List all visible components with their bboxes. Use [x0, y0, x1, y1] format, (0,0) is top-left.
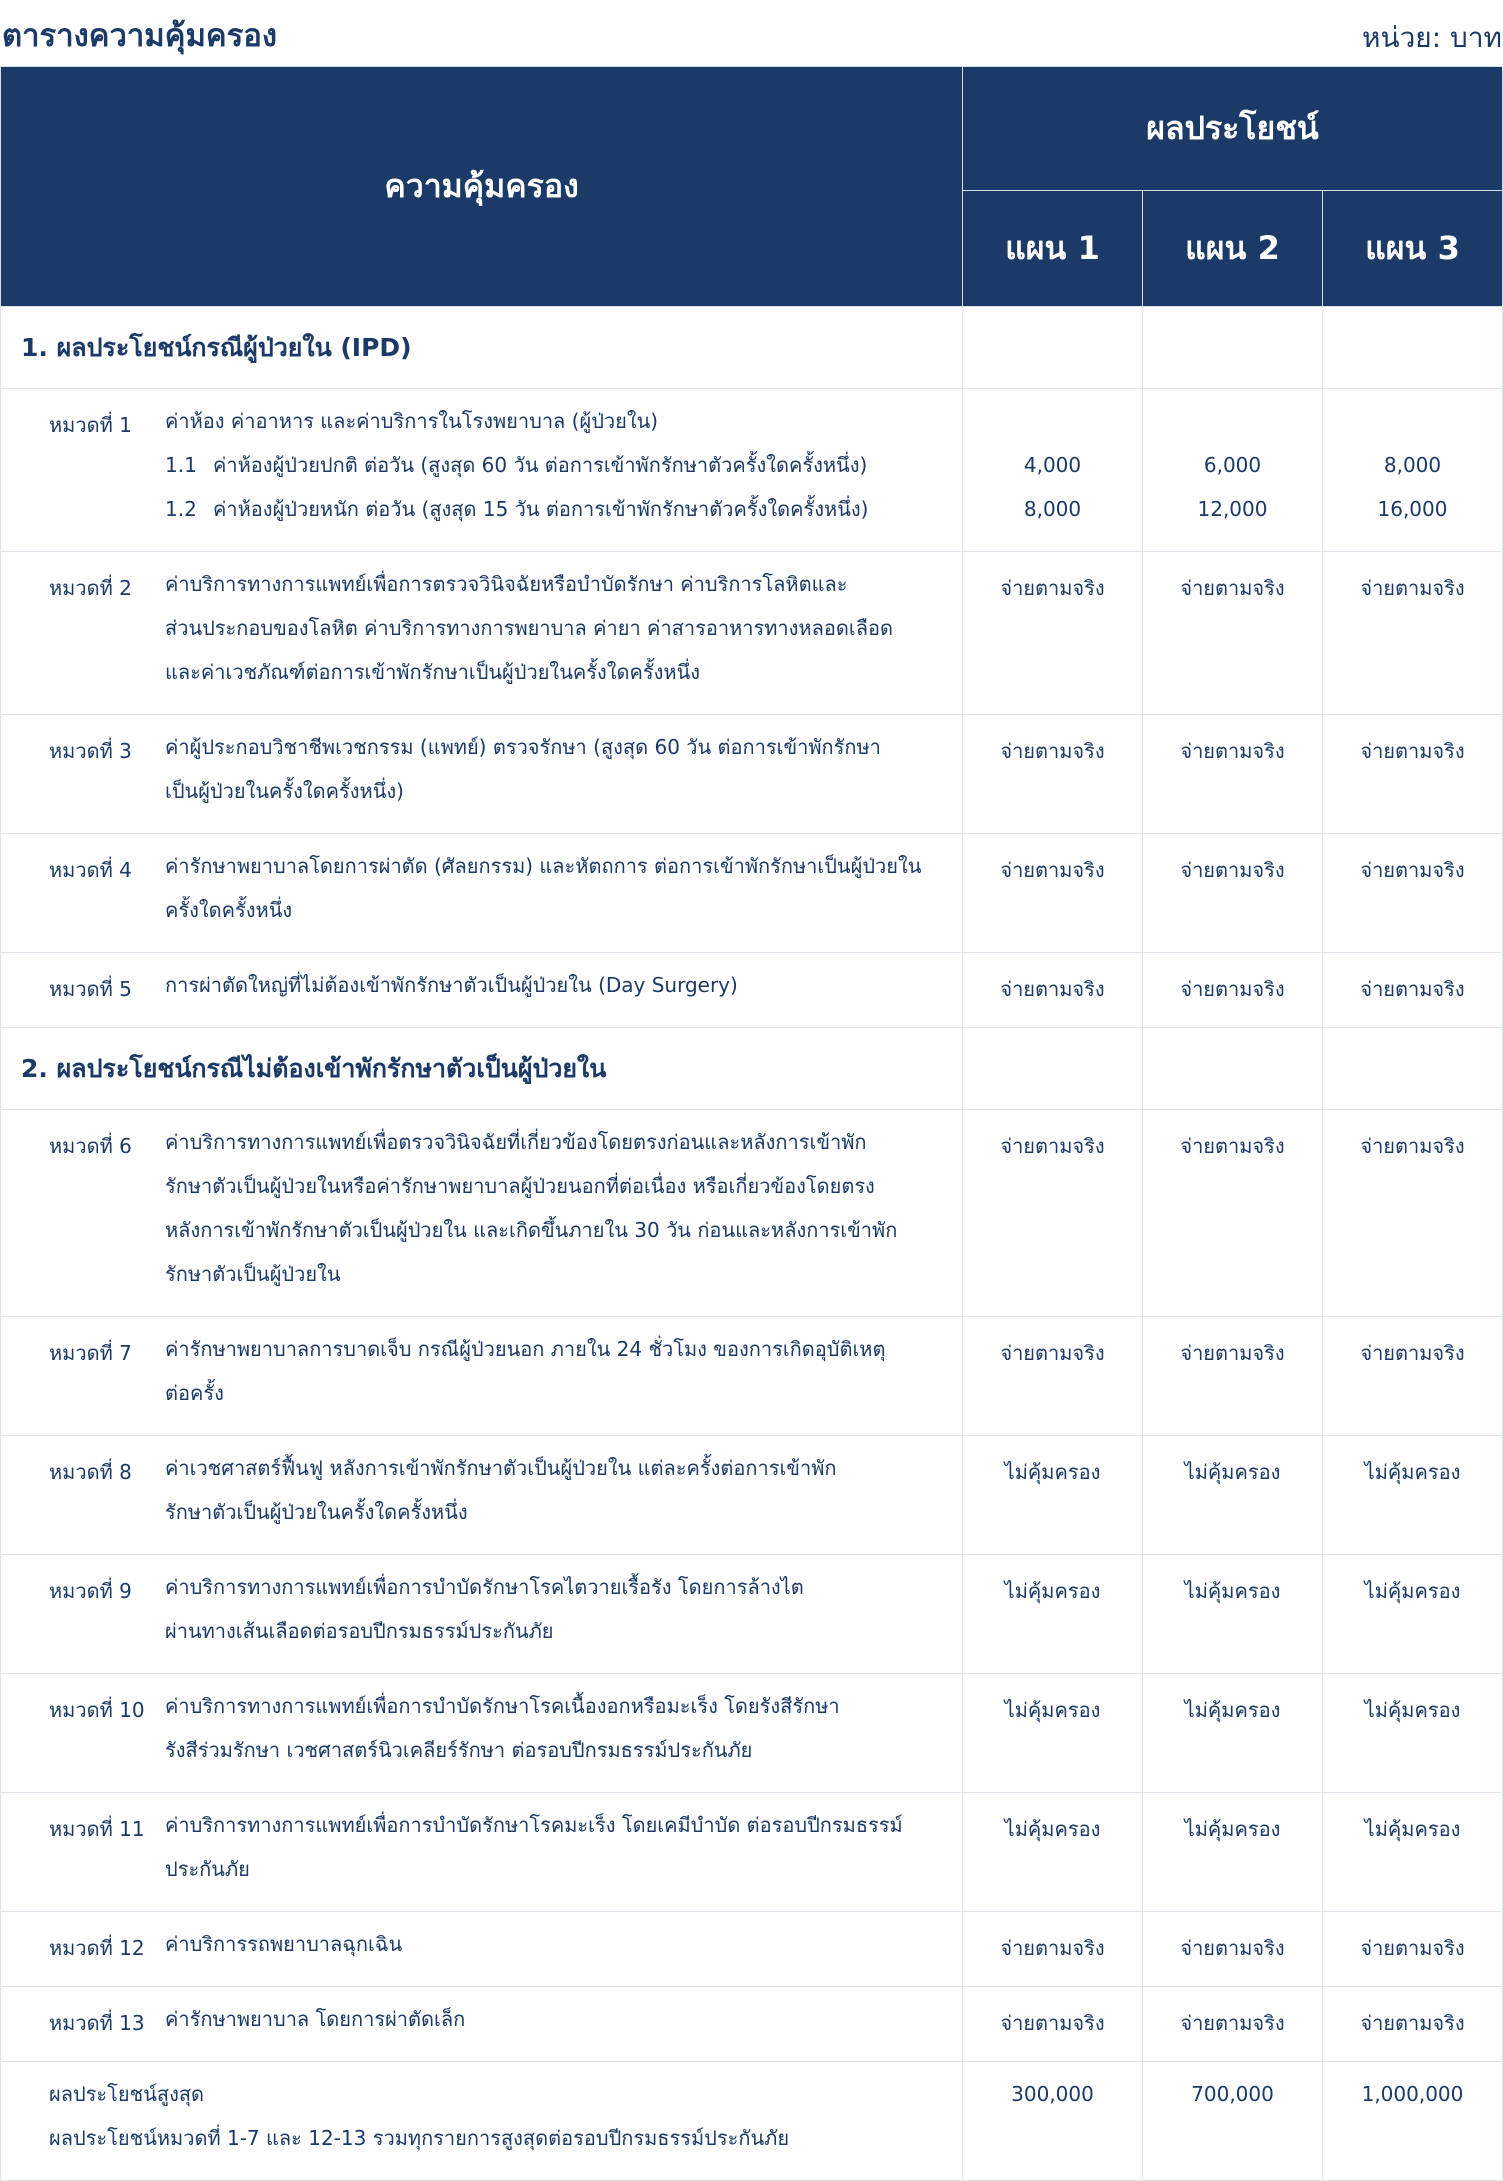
- description-cell: [1, 389, 963, 552]
- plan-1-value: จ่ายตามจริง: [963, 1912, 1143, 1987]
- table-row: [1, 1793, 1503, 1912]
- plan-3-value: ไม่คุ้มครอง: [1323, 1555, 1503, 1674]
- plan-3-value: จ่ายตามจริง: [1323, 1110, 1503, 1317]
- plan-2-value: ไม่คุ้มครอง: [1143, 1674, 1323, 1793]
- plan-3-value: จ่ายตามจริง: [1323, 715, 1503, 834]
- description-cell: [1, 953, 963, 1028]
- table-body: [1, 307, 1503, 2181]
- description-text: [165, 1120, 944, 1296]
- description-cell: [1, 834, 963, 953]
- plan-3-value: [1323, 389, 1503, 552]
- table-row: [1, 1987, 1503, 2062]
- section-cell: [1, 1028, 963, 1110]
- max-benefit-cell: [1, 2062, 963, 2181]
- section-row: [1, 307, 1503, 389]
- description-text: [165, 1327, 944, 1415]
- category-label: หมวดที่ 1: [49, 413, 132, 437]
- description-line: ค่าบริการทางการแพทย์เพื่อการบำบัดรักษาโรคเนื้องอกหรือมะเร็ง โดยรังสีรักษา: [165, 1694, 840, 1718]
- category-label: หมวดที่ 9: [49, 1579, 132, 1603]
- section-empty-cell: [1143, 307, 1323, 389]
- max-benefit-plan-1: 300,000: [963, 2062, 1143, 2181]
- description-text: [165, 1565, 944, 1653]
- description-cell: [1, 1793, 963, 1912]
- table-row: [1, 715, 1503, 834]
- plan-1-value: จ่ายตามจริง: [963, 715, 1143, 834]
- value-spacer: [963, 399, 1142, 443]
- section-empty-cell: [963, 307, 1143, 389]
- header-coverage: ความคุ้มครอง: [1, 67, 963, 307]
- description-line: ส่วนประกอบของโลหิต ค่าบริการทางการพยาบาล ค่ายา ค่าสารอาหารทางหลอดเลือด: [165, 616, 893, 640]
- category-label: หมวดที่ 6: [49, 1134, 132, 1158]
- category-label: หมวดที่ 4: [49, 858, 132, 882]
- plan-1-value: จ่ายตามจริง: [963, 552, 1143, 715]
- header-plan-1: แผน 1: [963, 191, 1143, 307]
- plan-3-value: จ่ายตามจริง: [1323, 953, 1503, 1028]
- sub-item-value: 16,000: [1377, 497, 1448, 521]
- description-line: ค่ารักษาพยาบาลการบาดเจ็บ กรณีผู้ป่วยนอก ภายใน 24 ชั่วโมง ของการเกิดอุบัติเหตุ: [165, 1337, 886, 1361]
- category-label: หมวดที่ 2: [49, 576, 132, 600]
- page-title: ตารางความคุ้มครอง: [2, 18, 278, 54]
- sub-item: [165, 487, 944, 531]
- plan-1-value: จ่ายตามจริง: [963, 1987, 1143, 2062]
- category-label: หมวดที่ 10: [49, 1698, 145, 1722]
- plan-3-value: ไม่คุ้มครอง: [1323, 1793, 1503, 1912]
- description-line: ค่าเวชศาสตร์ฟื้นฟู หลังการเข้าพักรักษาตัวเป็นผู้ป่วยใน แต่ละครั้งต่อการเข้าพัก: [165, 1456, 837, 1480]
- table-row: [1, 834, 1503, 953]
- table-row: [1, 552, 1503, 715]
- table-row: [1, 1555, 1503, 1674]
- sub-item-number: 1.1: [165, 453, 197, 477]
- description-line: ค่าบริการทางการแพทย์เพื่อการตรวจวินิจฉัยหรือบำบัดรักษา ค่าบริการโลหิตและ: [165, 572, 848, 596]
- description-text: [165, 1922, 944, 1966]
- plan-1-value: ไม่คุ้มครอง: [963, 1674, 1143, 1793]
- description-cell: [1, 1987, 963, 2062]
- description-line: ค่าบริการทางการแพทย์เพื่อตรวจวินิจฉัยที่เกี่ยวข้องโดยตรงก่อนและหลังการเข้าพัก: [165, 1130, 867, 1154]
- section-empty-cell: [1323, 307, 1503, 389]
- description-cell: [1, 1110, 963, 1317]
- description-line: การผ่าตัดใหญ่ที่ไม่ต้องเข้าพักรักษาตัวเป็นผู้ป่วยใน (Day Surgery): [165, 973, 738, 997]
- description-cell: [1, 1317, 963, 1436]
- category-label: หมวดที่ 8: [49, 1460, 132, 1484]
- description-line: ประกันภัย: [165, 1857, 250, 1881]
- plan-2-value: จ่ายตามจริง: [1143, 715, 1323, 834]
- description-line: ค่ารักษาพยาบาลโดยการผ่าตัด (ศัลยกรรม) และหัตถการ ต่อการเข้าพักรักษาเป็นผู้ป่วยใน: [165, 854, 922, 878]
- table-row: [1, 1110, 1503, 1317]
- plan-1-value: ไม่คุ้มครอง: [963, 1555, 1143, 1674]
- section-empty-cell: [1143, 1028, 1323, 1110]
- max-benefit-plan-3: 1,000,000: [1323, 2062, 1503, 2181]
- description-line: ค่าบริการรถพยาบาลฉุกเฉิน: [165, 1932, 403, 1956]
- table-row: [1, 1912, 1503, 1987]
- plan-1-value: ไม่คุ้มครอง: [963, 1436, 1143, 1555]
- table-row: [1, 953, 1503, 1028]
- description-text: [165, 562, 944, 694]
- plan-2-value: จ่ายตามจริง: [1143, 1110, 1323, 1317]
- unit-label: หน่วย: บาท: [1361, 21, 1502, 54]
- table-row: [1, 1436, 1503, 1555]
- description-line: ค่ารักษาพยาบาล โดยการผ่าตัดเล็ก: [165, 2007, 466, 2031]
- description-cell: [1, 1674, 963, 1793]
- header-plan-3: แผน 3: [1323, 191, 1503, 307]
- description-text: [165, 1803, 944, 1891]
- category-label: หมวดที่ 13: [49, 2011, 145, 2035]
- sub-item-value: 8,000: [1023, 497, 1082, 521]
- section-cell: [1, 307, 963, 389]
- description-text: [165, 1446, 944, 1534]
- description-cell: [1, 552, 963, 715]
- header-plan-2: แผน 2: [1143, 191, 1323, 307]
- description-text: [165, 399, 944, 531]
- title-bar: [0, 0, 1502, 66]
- plan-2-value: ไม่คุ้มครอง: [1143, 1436, 1323, 1555]
- plan-3-value: จ่ายตามจริง: [1323, 1317, 1503, 1436]
- table-row: [1, 1674, 1503, 1793]
- sub-item-number: 1.2: [165, 497, 197, 521]
- section-row: [1, 1028, 1503, 1110]
- plan-2-value: จ่ายตามจริง: [1143, 1317, 1323, 1436]
- category-label: หมวดที่ 5: [49, 977, 132, 1001]
- description-line: ค่าบริการทางการแพทย์เพื่อการบำบัดรักษาโรคไตวายเรื้อรัง โดยการล้างไต: [165, 1575, 804, 1599]
- description-text: [165, 963, 944, 1007]
- plan-1-value: [963, 389, 1143, 552]
- plan-3-value: ไม่คุ้มครอง: [1323, 1436, 1503, 1555]
- description-line: รักษาตัวเป็นผู้ป่วยในครั้งใดครั้งหนึ่ง: [165, 1500, 468, 1524]
- description-line: ครั้งใดครั้งหนึ่ง: [165, 898, 293, 922]
- value-spacer: [1143, 399, 1322, 443]
- description-line: หลังการเข้าพักรักษาตัวเป็นผู้ป่วยใน และเกิดขึ้นภายใน 30 วัน ก่อนและหลังการเข้าพัก: [165, 1218, 898, 1242]
- plan-3-value: ไม่คุ้มครอง: [1323, 1674, 1503, 1793]
- table-row: [1, 1317, 1503, 1436]
- description-cell: [1, 715, 963, 834]
- plan-2-value: ไม่คุ้มครอง: [1143, 1793, 1323, 1912]
- plan-2-value: จ่ายตามจริง: [1143, 834, 1323, 953]
- plan-3-value: จ่ายตามจริง: [1323, 1987, 1503, 2062]
- category-label: หมวดที่ 3: [49, 739, 132, 763]
- plan-1-value: ไม่คุ้มครอง: [963, 1793, 1143, 1912]
- sub-item-value: 6,000: [1203, 453, 1262, 477]
- description-text: [165, 1684, 944, 1772]
- coverage-table: [0, 66, 1503, 2181]
- plan-2-value: จ่ายตามจริง: [1143, 552, 1323, 715]
- plan-2-value: จ่ายตามจริง: [1143, 953, 1323, 1028]
- description-text: [165, 844, 944, 932]
- plan-2-value: จ่ายตามจริง: [1143, 1987, 1323, 2062]
- description-line: เป็นผู้ป่วยในครั้งใดครั้งหนึ่ง): [165, 779, 404, 803]
- max-benefit-note: ผลประโยชน์หมวดที่ 1-7 และ 12-13 รวมทุกรายการสูงสุดต่อรอบปีกรมธรรม์ประกันภัย: [49, 2126, 790, 2150]
- category-label: หมวดที่ 7: [49, 1341, 132, 1365]
- value-spacer: [1323, 399, 1502, 443]
- plan-1-value: จ่ายตามจริง: [963, 1110, 1143, 1317]
- plan-1-value: จ่ายตามจริง: [963, 1317, 1143, 1436]
- plan-2-value: จ่ายตามจริง: [1143, 1912, 1323, 1987]
- sub-item: [165, 443, 944, 487]
- sub-item-value: 8,000: [1383, 453, 1442, 477]
- category-label: หมวดที่ 11: [49, 1817, 145, 1841]
- description-line: ผ่านทางเส้นเลือดต่อรอบปีกรมธรรม์ประกันภัย: [165, 1619, 554, 1643]
- plan-1-value: จ่ายตามจริง: [963, 834, 1143, 953]
- description-cell: [1, 1436, 963, 1555]
- max-benefit-label: ผลประโยชน์สูงสุด: [49, 2082, 205, 2106]
- sub-item-text: ค่าห้องผู้ป่วยหนัก ต่อวัน (สูงสุด 15 วัน ต่อการเข้าพักรักษาตัวครั้งใดครั้งหนึ่ง): [213, 497, 869, 521]
- description-text: [165, 725, 944, 813]
- sub-item-text: ค่าห้องผู้ป่วยปกติ ต่อวัน (สูงสุด 60 วัน ต่อการเข้าพักรักษาตัวครั้งใดครั้งหนึ่ง): [213, 453, 868, 477]
- max-benefit-row: [1, 2062, 1503, 2181]
- sub-item-value: 4,000: [1023, 453, 1082, 477]
- description-line: ค่าบริการทางการแพทย์เพื่อการบำบัดรักษาโรคมะเร็ง โดยเคมีบำบัด ต่อรอบปีกรมธรรม์: [165, 1813, 903, 1837]
- category-label: หมวดที่ 12: [49, 1936, 145, 1960]
- sub-item-value: 12,000: [1197, 497, 1268, 521]
- description-line: รังสีร่วมรักษา เวชศาสตร์นิวเคลียร์รักษา ต่อรอบปีกรมธรรม์ประกันภัย: [165, 1738, 753, 1762]
- description-line: ค่าผู้ประกอบวิชาชีพเวชกรรม (แพทย์) ตรวจรักษา (สูงสุด 60 วัน ต่อการเข้าพักรักษา: [165, 735, 881, 759]
- section-title: 2. ผลประโยชน์กรณีไม่ต้องเข้าพักรักษาตัวเป็นผู้ป่วยใน: [21, 1053, 607, 1083]
- table-row: [1, 389, 1503, 552]
- plan-3-value: จ่ายตามจริง: [1323, 552, 1503, 715]
- section-title: 1. ผลประโยชน์กรณีผู้ป่วยใน (IPD): [21, 332, 412, 362]
- description-line: รักษาตัวเป็นผู้ป่วยในหรือค่ารักษาพยาบาลผู้ป่วยนอกที่ต่อเนื่อง หรือเกี่ยวข้องโดยตรง: [165, 1174, 875, 1198]
- plan-2-value: ไม่คุ้มครอง: [1143, 1555, 1323, 1674]
- plan-3-value: จ่ายตามจริง: [1323, 1912, 1503, 1987]
- description-text: [165, 1997, 944, 2041]
- description-cell: [1, 1555, 963, 1674]
- description-cell: [1, 1912, 963, 1987]
- section-empty-cell: [1323, 1028, 1503, 1110]
- description-line: ค่าห้อง ค่าอาหาร และค่าบริการในโรงพยาบาล (ผู้ป่วยใน): [165, 409, 659, 433]
- description-line: ต่อครั้ง: [165, 1381, 224, 1405]
- plan-2-value: [1143, 389, 1323, 552]
- section-empty-cell: [963, 1028, 1143, 1110]
- description-line: และค่าเวชภัณฑ์ต่อการเข้าพักรักษาเป็นผู้ป่วยในครั้งใดครั้งหนึ่ง: [165, 660, 701, 684]
- max-benefit-plan-2: 700,000: [1143, 2062, 1323, 2181]
- plan-1-value: จ่ายตามจริง: [963, 953, 1143, 1028]
- header-benefit: ผลประโยชน์: [963, 67, 1503, 191]
- plan-3-value: จ่ายตามจริง: [1323, 834, 1503, 953]
- description-line: รักษาตัวเป็นผู้ป่วยใน: [165, 1262, 341, 1286]
